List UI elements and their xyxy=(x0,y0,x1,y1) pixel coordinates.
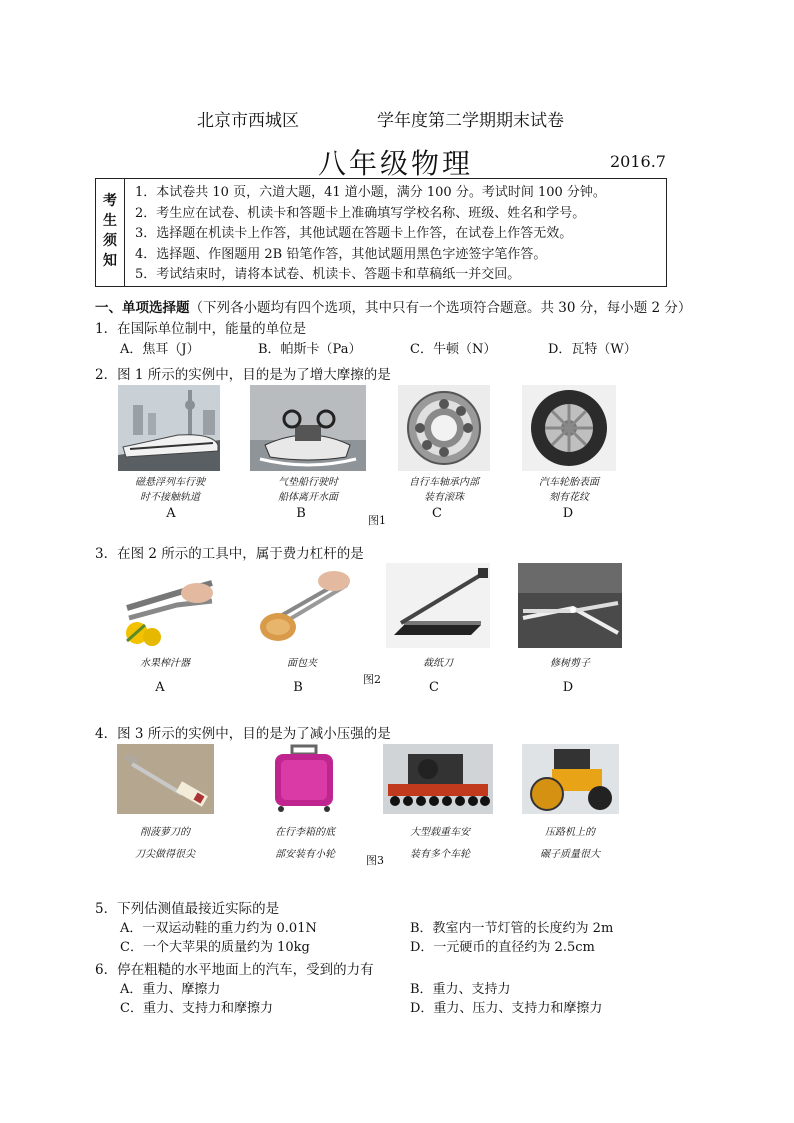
q2-letter-c: C xyxy=(432,506,442,521)
notice-line: 5．考试结束时，请将本试卷、机读卡、答题卡和草稿纸一并交回。 xyxy=(135,267,521,282)
heavy-truck-image xyxy=(383,744,493,814)
q2-caption-d: 汽车轮胎表面 刻有花纹 xyxy=(539,477,599,503)
q1-option-d: D．瓦特（W） xyxy=(548,342,637,357)
notice-line: 4．选择题、作图题用 2B 铅笔作答，其他试题用黑色字迹签字笔作答。 xyxy=(135,246,547,262)
candidate-notice-box xyxy=(95,178,667,287)
figure-1-label: 图1 xyxy=(368,514,386,527)
q4-caption-1: 削菠萝刀的 刀尖做得很尖 xyxy=(135,827,195,860)
question-1-stem: 1．在国际单位制中，能量的单位是 xyxy=(95,321,307,337)
road-roller-image xyxy=(522,744,619,814)
q2-caption-a: 磁悬浮列车行驶 时不接触轨道 xyxy=(135,477,205,503)
figure-2-label: 图2 xyxy=(363,673,381,686)
q4-caption-4: 压路机上的 碾子质量很大 xyxy=(540,827,600,860)
q3-letter-c-clipped: C xyxy=(429,680,439,695)
q3-caption-a: 水果榨汁器 xyxy=(140,658,190,669)
school-district: 北京市西城区 xyxy=(197,111,299,131)
notice-side-label: 考 生 须 知 xyxy=(96,179,125,287)
q4-caption-3: 大型载重车安 装有多个车轮 xyxy=(410,827,470,860)
q2-letter-d: D xyxy=(562,506,574,521)
question-4-stem: 4．图 3 所示的实例中，目的是为了减小压强的是 xyxy=(95,726,391,742)
pineapple-knife-image xyxy=(117,744,214,814)
q6-option-b: B．重力、支持力 xyxy=(410,982,511,997)
juicer-image xyxy=(117,563,214,648)
notice-lines xyxy=(125,179,667,287)
question-6-stem: 6．停在粗糙的水平地面上的汽车，受到的力有 xyxy=(95,962,374,978)
q3-letter-a-clipped: A xyxy=(155,680,165,695)
q2-caption-b: 气垫船行驶时 船体离开水面 xyxy=(278,477,338,503)
q3-letter-d-clipped: D xyxy=(562,680,574,695)
q2-caption-c: 自行车轴承内部 装有滚珠 xyxy=(409,477,479,503)
figure-3-label: 图3 xyxy=(366,854,384,867)
exam-date: 2016.7 xyxy=(610,152,666,171)
question-3-stem: 3．在图 2 所示的工具中，属于费力杠杆的是 xyxy=(95,546,364,562)
page-title: 八年级物理 xyxy=(318,147,474,180)
q2-letter-a: A xyxy=(166,506,176,521)
section-heading: 一、单项选择题（下列各小题均有四个选项，其中只有一个选项符合题意。共 30 分，每小题 2 分） xyxy=(95,300,692,316)
paper-cutter-image xyxy=(386,563,490,648)
exam-term: 学年度第二学期期末试卷 xyxy=(377,111,564,131)
notice-line: 3．选择题在机读卡上作答，其他试题在答题卡上作答，在试卷上作答无效。 xyxy=(135,226,573,241)
q3-caption-d: 修树剪子 xyxy=(550,658,590,669)
q1-option-a: A．焦耳（J） xyxy=(120,342,200,357)
q3-letter-b-clipped: B xyxy=(293,680,303,695)
q3-caption-c: 裁纸刀 xyxy=(423,658,453,669)
notice-line: 2．考生应在试卷、机读卡和答题卡上准确填写学校名称、班级、姓名和学号。 xyxy=(135,205,586,221)
q6-option-a: A．重力、摩擦力 xyxy=(120,982,221,997)
hovercraft-image xyxy=(250,385,366,471)
question-2-stem: 2．图 1 所示的实例中，目的是为了增大摩擦的是 xyxy=(95,367,391,383)
q4-caption-2: 在行李箱的底 部安装有小轮 xyxy=(275,827,335,860)
q1-option-b: B．帕斯卡（Pa） xyxy=(258,342,362,357)
q2-letter-b: B xyxy=(296,506,306,521)
pruning-shears-image xyxy=(518,563,622,648)
q5-option-b: B．教室内一节灯管的长度约为 2m xyxy=(410,921,614,936)
notice-line: 1．本试卷共 10 页，六道大题，41 道小题，满分 100 分。考试时间 100 分钟。 xyxy=(135,185,606,200)
q5-option-a: A．一双运动鞋的重力约为 0.01N xyxy=(120,921,317,936)
q5-option-d: D．一元硬币的直径约为 2.5cm xyxy=(410,940,595,955)
maglev-train-image xyxy=(118,385,220,471)
q1-option-c: C．牛顿（N） xyxy=(410,342,497,357)
car-tire-image xyxy=(522,385,616,471)
q3-caption-b: 面包夹 xyxy=(287,658,317,669)
question-5-stem: 5．下列估测值最接近实际的是 xyxy=(95,901,280,917)
suitcase-image xyxy=(257,744,352,814)
q5-option-c: C．一个大苹果的质量约为 10kg xyxy=(120,940,310,955)
q6-option-c: C．重力、支持力和摩擦力 xyxy=(120,1001,273,1016)
q6-option-d: D．重力、压力、支持力和摩擦力 xyxy=(410,1001,603,1016)
bread-tongs-image xyxy=(252,563,352,648)
ball-bearing-image xyxy=(398,385,490,471)
